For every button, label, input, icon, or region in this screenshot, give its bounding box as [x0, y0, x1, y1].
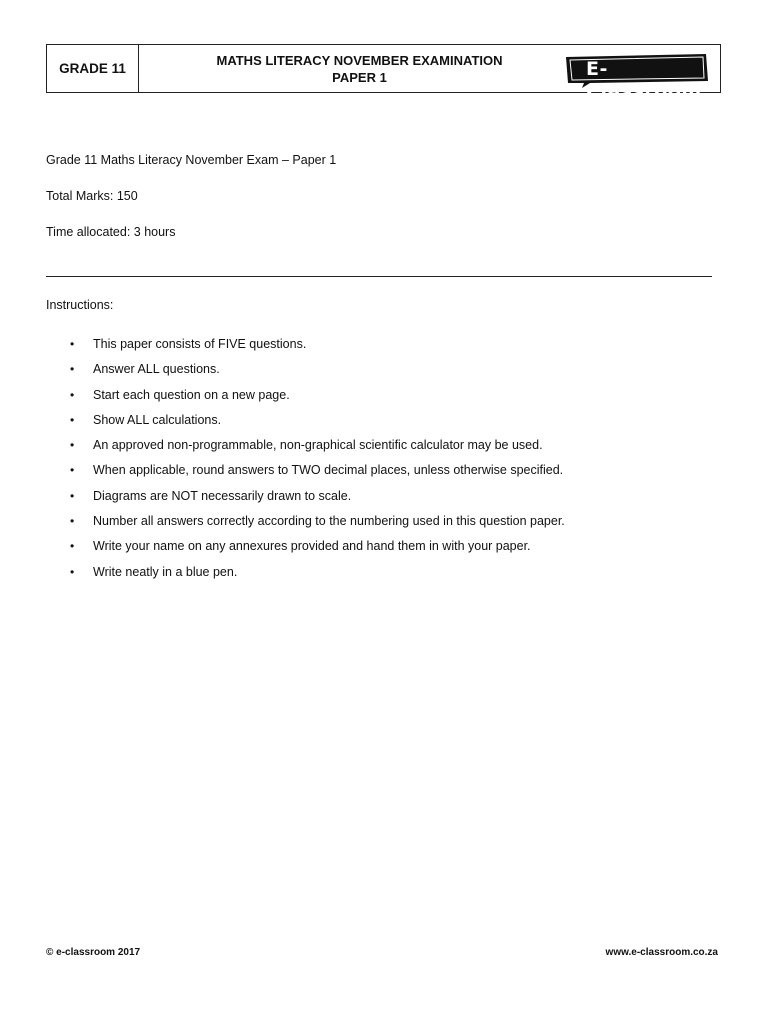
instruction-text: Diagrams are NOT necessarily drawn to scale.: [93, 488, 352, 503]
instruction-text: Write your name on any annexures provided and hand them in with your paper.: [93, 539, 531, 554]
bullet-icon: •: [70, 539, 75, 554]
list-item: [46, 436, 565, 461]
divider-line: [46, 276, 712, 277]
instructions-heading: Instructions:: [46, 298, 114, 312]
instruction-text: An approved non-programmable, non-graphical scientific calculator may be used.: [93, 438, 543, 453]
bullet-icon: •: [70, 564, 75, 579]
bullet-icon: •: [70, 488, 75, 503]
instruction-text: When applicable, round answers to TWO decimal places, unless otherwise specified.: [93, 463, 564, 478]
grade-label: GRADE 11: [47, 45, 139, 92]
list-item: [46, 411, 565, 436]
instruction-text: Start each question on a new page.: [93, 387, 290, 402]
exam-header: [46, 44, 721, 102]
exam-name: Grade 11 Maths Literacy November Exam – Paper 1: [46, 153, 337, 167]
e-classroom-logo: [560, 51, 712, 102]
bullet-icon: •: [70, 463, 75, 478]
instruction-text: Answer ALL questions.: [93, 362, 220, 377]
exam-title-line1: MATHS LITERACY NOVEMBER EXAMINATION: [216, 52, 503, 68]
instructions-list: [46, 335, 565, 588]
list-item: [46, 563, 565, 588]
logo-text: E-Classroom: [586, 58, 702, 102]
total-marks: Total Marks: 150: [46, 189, 138, 203]
instruction-text: Number all answers correctly according to the numbering used in this question paper.: [93, 514, 565, 529]
instruction-text: Show ALL calculations.: [93, 412, 222, 427]
list-item: [46, 487, 565, 512]
bullet-icon: •: [70, 438, 75, 453]
bullet-icon: •: [70, 387, 75, 402]
list-item: [46, 537, 565, 562]
bullet-icon: •: [70, 337, 75, 351]
list-item: [46, 461, 565, 486]
instruction-text: Write neatly in a blue pen.: [93, 564, 238, 579]
list-item: [46, 386, 565, 411]
list-item: [46, 335, 565, 360]
list-item: [46, 512, 565, 537]
bullet-icon: •: [70, 412, 75, 427]
time-allocated: Time allocated: 3 hours: [46, 225, 176, 239]
footer-copyright: © e-classroom 2017: [46, 947, 141, 958]
bullet-icon: •: [70, 362, 75, 377]
list-item: [46, 360, 565, 385]
footer-website: www.e-classroom.co.za: [605, 947, 718, 958]
instruction-text: This paper consists of FIVE questions.: [93, 337, 307, 351]
exam-title-line2: PAPER 1: [332, 69, 387, 85]
bullet-icon: •: [70, 514, 75, 529]
